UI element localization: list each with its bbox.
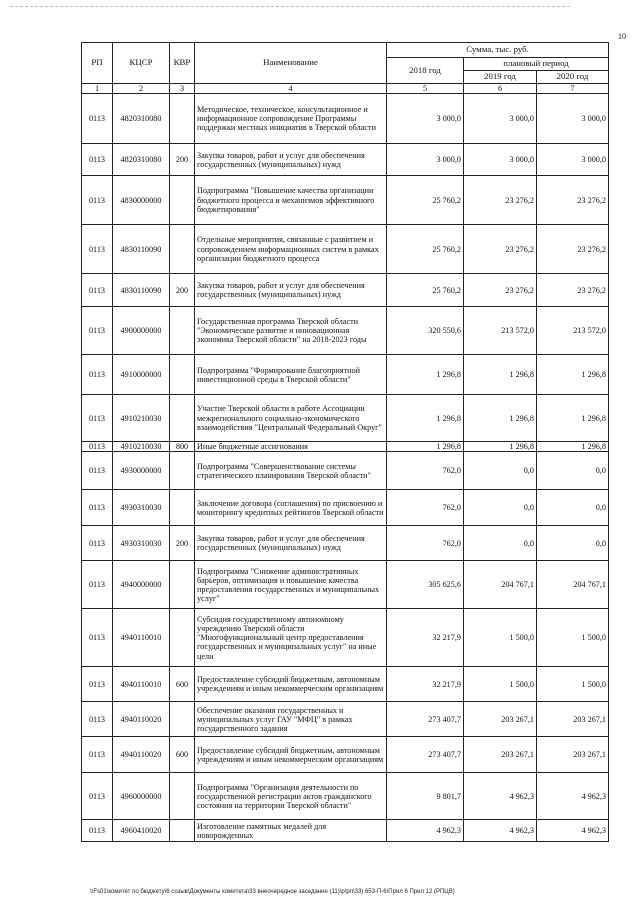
amount-2020-cell: 1 500,0 — [537, 667, 609, 702]
kcsr-cell: 4900000000 — [113, 307, 170, 355]
rp-cell: 0113 — [82, 490, 113, 526]
name-cell: Подпрограмма "Формирование благоприятной инвестиционной среды в Тверской области" — [195, 355, 387, 395]
kcsr-cell: 4830110090 — [113, 225, 170, 274]
amount-2019-cell: 4 962,3 — [464, 820, 537, 842]
name-cell: Участие Тверской области в работе Ассоциации межрегионального социально-экономического взаимодействия "Центральный Федеральный Округ" — [195, 395, 387, 442]
table-row — [82, 737, 609, 773]
amount-2018-cell: 1 296,8 — [387, 355, 464, 395]
column-number: 1 — [82, 84, 113, 94]
kvr-cell — [170, 452, 195, 490]
page-number: 10 — [618, 32, 626, 41]
amount-2018-cell: 32 217,9 — [387, 609, 464, 667]
amount-2020-cell: 0,0 — [537, 526, 609, 561]
amount-2018-cell: 32 217,9 — [387, 667, 464, 702]
kvr-cell — [170, 94, 195, 144]
name-cell: Государственная программа Тверской области "Экономическое развитие и инновационная экономика Тверской области" на 2018-2023 годы — [195, 307, 387, 355]
kvr-cell — [170, 176, 195, 225]
kcsr-cell: 4960000000 — [113, 773, 170, 820]
amount-2019-cell: 0,0 — [464, 452, 537, 490]
kvr-cell: 800 — [170, 442, 195, 452]
amount-2019-cell: 1 500,0 — [464, 667, 537, 702]
header-rp: РП — [82, 43, 113, 84]
table-row — [82, 452, 609, 490]
kcsr-cell: 4930000000 — [113, 452, 170, 490]
kcsr-cell: 4960410020 — [113, 820, 170, 842]
rp-cell: 0113 — [82, 737, 113, 773]
name-cell: Отдельные мероприятия, связанные с развитием и сопровождением информационных систем в рамках организации бюджетного процесса — [195, 225, 387, 274]
kvr-cell: 200 — [170, 274, 195, 307]
amount-2019-cell: 23 276,2 — [464, 176, 537, 225]
table-row — [82, 307, 609, 355]
amount-2020-cell: 203 267,1 — [537, 702, 609, 737]
rp-cell: 0113 — [82, 144, 113, 176]
name-cell: Подпрограмма "Организация деятельности по государственной регистрации актов гражданского состояния на территории Тверской области" — [195, 773, 387, 820]
kvr-cell: 200 — [170, 526, 195, 561]
amount-2020-cell: 0,0 — [537, 490, 609, 526]
name-cell: Подпрограмма "Повышение качества организации бюджетного процесса и механизмов эффективного бюджетирования" — [195, 176, 387, 225]
column-number: 4 — [195, 84, 387, 94]
amount-2019-cell: 0,0 — [464, 490, 537, 526]
name-cell: Обеспечение оказания государственных и муниципальных услуг ГАУ "МФЦ" в рамках государственного задания — [195, 702, 387, 737]
amount-2020-cell: 1 296,8 — [537, 395, 609, 442]
name-cell: Закупка товаров, работ и услуг для обеспечения государственных (муниципальных) нужд — [195, 274, 387, 307]
kvr-cell — [170, 307, 195, 355]
header-year-2019: 2019 год — [464, 71, 537, 84]
kvr-cell — [170, 561, 195, 609]
table-row — [82, 176, 609, 225]
column-number: 2 — [113, 84, 170, 94]
amount-2018-cell: 3 000,0 — [387, 144, 464, 176]
amount-2020-cell: 23 276,2 — [537, 176, 609, 225]
header-sum: Сумма, тыс. руб. — [387, 43, 609, 58]
kvr-cell — [170, 820, 195, 842]
kcsr-cell: 4820310080 — [113, 144, 170, 176]
rp-cell: 0113 — [82, 609, 113, 667]
table-row — [82, 667, 609, 702]
rp-cell: 0113 — [82, 442, 113, 452]
table-row — [82, 609, 609, 667]
column-number-row — [82, 84, 609, 94]
rp-cell: 0113 — [82, 561, 113, 609]
kcsr-cell: 4910210030 — [113, 442, 170, 452]
table-row — [82, 225, 609, 274]
amount-2018-cell: 25 760,2 — [387, 176, 464, 225]
kvr-cell: 600 — [170, 667, 195, 702]
kcsr-cell: 4910000000 — [113, 355, 170, 395]
table-row — [82, 144, 609, 176]
kvr-cell — [170, 609, 195, 667]
amount-2018-cell: 762,0 — [387, 526, 464, 561]
amount-2018-cell: 273 407,7 — [387, 702, 464, 737]
kvr-cell — [170, 225, 195, 274]
table-row — [82, 526, 609, 561]
amount-2019-cell: 3 000,0 — [464, 94, 537, 144]
name-cell: Изготовление памятных медалей для новорожденных — [195, 820, 387, 842]
column-number: 6 — [464, 84, 537, 94]
kcsr-cell: 4940110020 — [113, 737, 170, 773]
name-cell: Иные бюджетные ассигнования — [195, 442, 387, 452]
amount-2018-cell: 1 296,8 — [387, 442, 464, 452]
kvr-cell — [170, 355, 195, 395]
amount-2020-cell: 1 296,8 — [537, 355, 609, 395]
rp-cell: 0113 — [82, 274, 113, 307]
table-row — [82, 442, 609, 452]
amount-2019-cell: 203 267,1 — [464, 737, 537, 773]
amount-2020-cell: 23 276,2 — [537, 274, 609, 307]
kcsr-cell: 4820310080 — [113, 94, 170, 144]
column-number: 5 — [387, 84, 464, 94]
header-name: Наименование — [195, 43, 387, 84]
amount-2018-cell: 25 760,2 — [387, 274, 464, 307]
amount-2018-cell: 9 801,7 — [387, 773, 464, 820]
amount-2020-cell: 203 267,1 — [537, 737, 609, 773]
kvr-cell — [170, 490, 195, 526]
amount-2019-cell: 203 267,1 — [464, 702, 537, 737]
table-row — [82, 94, 609, 144]
amount-2018-cell: 273 407,7 — [387, 737, 464, 773]
name-cell: Закупка товаров, работ и услуг для обеспечения государственных (муниципальных) нужд — [195, 526, 387, 561]
amount-2019-cell: 23 276,2 — [464, 225, 537, 274]
amount-2019-cell: 1 296,8 — [464, 442, 537, 452]
rp-cell: 0113 — [82, 526, 113, 561]
table-row — [82, 702, 609, 737]
header-year-2020: 2020 год — [537, 71, 609, 84]
amount-2018-cell: 762,0 — [387, 452, 464, 490]
amount-2018-cell: 4 962,3 — [387, 820, 464, 842]
name-cell: Подпрограмма "Снижение административных барьеров, оптимизация и повышение качества предоставления государственных и муниципальных услуг" — [195, 561, 387, 609]
rp-cell: 0113 — [82, 452, 113, 490]
amount-2020-cell: 204 767,1 — [537, 561, 609, 609]
column-number: 7 — [537, 84, 609, 94]
amount-2020-cell: 3 000,0 — [537, 144, 609, 176]
kcsr-cell: 4940000000 — [113, 561, 170, 609]
name-cell: Субсидия государственному автономному учреждению Тверской области "Многофункциональный центр предоставления государственных и муниципальных услуг" на иные цели — [195, 609, 387, 667]
file-path-footer: \\Fs01\комитет по бюджету\6 созыв\Документы комитета\33 внеочередное заседание (11)\р\рп\33) 653-П-6\Прил 6 Прил 12 (РПЦВ) — [90, 889, 455, 895]
amount-2020-cell: 0,0 — [537, 452, 609, 490]
rp-cell: 0113 — [82, 820, 113, 842]
name-cell: Методическое, техническое, консультационное и информационное сопровождение Программы поддержки местных инициатив в Тверской области — [195, 94, 387, 144]
table-row — [82, 274, 609, 307]
amount-2020-cell: 3 000,0 — [537, 94, 609, 144]
name-cell: Подпрограмма "Совершенствование системы стратегического планирования Тверской области" — [195, 452, 387, 490]
kcsr-cell: 4930310030 — [113, 526, 170, 561]
amount-2020-cell: 4 962,3 — [537, 773, 609, 820]
table-row — [82, 561, 609, 609]
kcsr-cell: 4830110090 — [113, 274, 170, 307]
name-cell: Заключение договора (соглашения) по присвоению и мониторингу кредитных рейтингов Тверской области — [195, 490, 387, 526]
header-planned-period: плановый период — [464, 58, 609, 71]
rp-cell: 0113 — [82, 773, 113, 820]
amount-2018-cell: 762,0 — [387, 490, 464, 526]
amount-2018-cell: 25 760,2 — [387, 225, 464, 274]
kvr-cell: 200 — [170, 144, 195, 176]
kcsr-cell: 4830000000 — [113, 176, 170, 225]
kvr-cell — [170, 702, 195, 737]
rp-cell: 0113 — [82, 702, 113, 737]
table-row — [82, 820, 609, 842]
amount-2019-cell: 1 500,0 — [464, 609, 537, 667]
amount-2018-cell: 1 296,8 — [387, 395, 464, 442]
amount-2019-cell: 1 296,8 — [464, 395, 537, 442]
rp-cell: 0113 — [82, 307, 113, 355]
amount-2019-cell: 213 572,0 — [464, 307, 537, 355]
kvr-cell — [170, 773, 195, 820]
table-row — [82, 395, 609, 442]
rp-cell: 0113 — [82, 94, 113, 144]
rp-cell: 0113 — [82, 395, 113, 442]
name-cell: Предоставление субсидий бюджетным, автономным учреждениям и иным некоммерческим организациям — [195, 667, 387, 702]
amount-2019-cell: 1 296,8 — [464, 355, 537, 395]
scan-top-edge — [10, 6, 570, 7]
kcsr-cell: 4940110010 — [113, 667, 170, 702]
rp-cell: 0113 — [82, 225, 113, 274]
table-row — [82, 490, 609, 526]
amount-2019-cell: 4 962,3 — [464, 773, 537, 820]
rp-cell: 0113 — [82, 355, 113, 395]
kcsr-cell: 4930310030 — [113, 490, 170, 526]
rp-cell: 0113 — [82, 667, 113, 702]
amount-2019-cell: 23 276,2 — [464, 274, 537, 307]
budget-table — [81, 42, 609, 842]
amount-2020-cell: 1 500,0 — [537, 609, 609, 667]
column-number: 3 — [170, 84, 195, 94]
amount-2020-cell: 4 962,3 — [537, 820, 609, 842]
rp-cell: 0113 — [82, 176, 113, 225]
amount-2020-cell: 213 572,0 — [537, 307, 609, 355]
kvr-cell: 600 — [170, 737, 195, 773]
amount-2020-cell: 1 296,8 — [537, 442, 609, 452]
kcsr-cell: 4940110020 — [113, 702, 170, 737]
name-cell: Закупка товаров, работ и услуг для обеспечения государственных (муниципальных) нужд — [195, 144, 387, 176]
amount-2018-cell: 3 000,0 — [387, 94, 464, 144]
header-kcsr: КЦСР — [113, 43, 170, 84]
amount-2020-cell: 23 276,2 — [537, 225, 609, 274]
amount-2018-cell: 320 550,6 — [387, 307, 464, 355]
amount-2019-cell: 3 000,0 — [464, 144, 537, 176]
amount-2019-cell: 204 767,1 — [464, 561, 537, 609]
header-year-2018: 2018 год — [387, 58, 464, 84]
table-row — [82, 773, 609, 820]
table-row — [82, 355, 609, 395]
name-cell: Предоставление субсидий бюджетным, автономным учреждениям и иным некоммерческим организациям — [195, 737, 387, 773]
kcsr-cell: 4940110010 — [113, 609, 170, 667]
table-body — [82, 94, 609, 842]
amount-2018-cell: 305 625,6 — [387, 561, 464, 609]
kcsr-cell: 4910210030 — [113, 395, 170, 442]
header-kvr: КВР — [170, 43, 195, 84]
amount-2019-cell: 0,0 — [464, 526, 537, 561]
kvr-cell — [170, 395, 195, 442]
